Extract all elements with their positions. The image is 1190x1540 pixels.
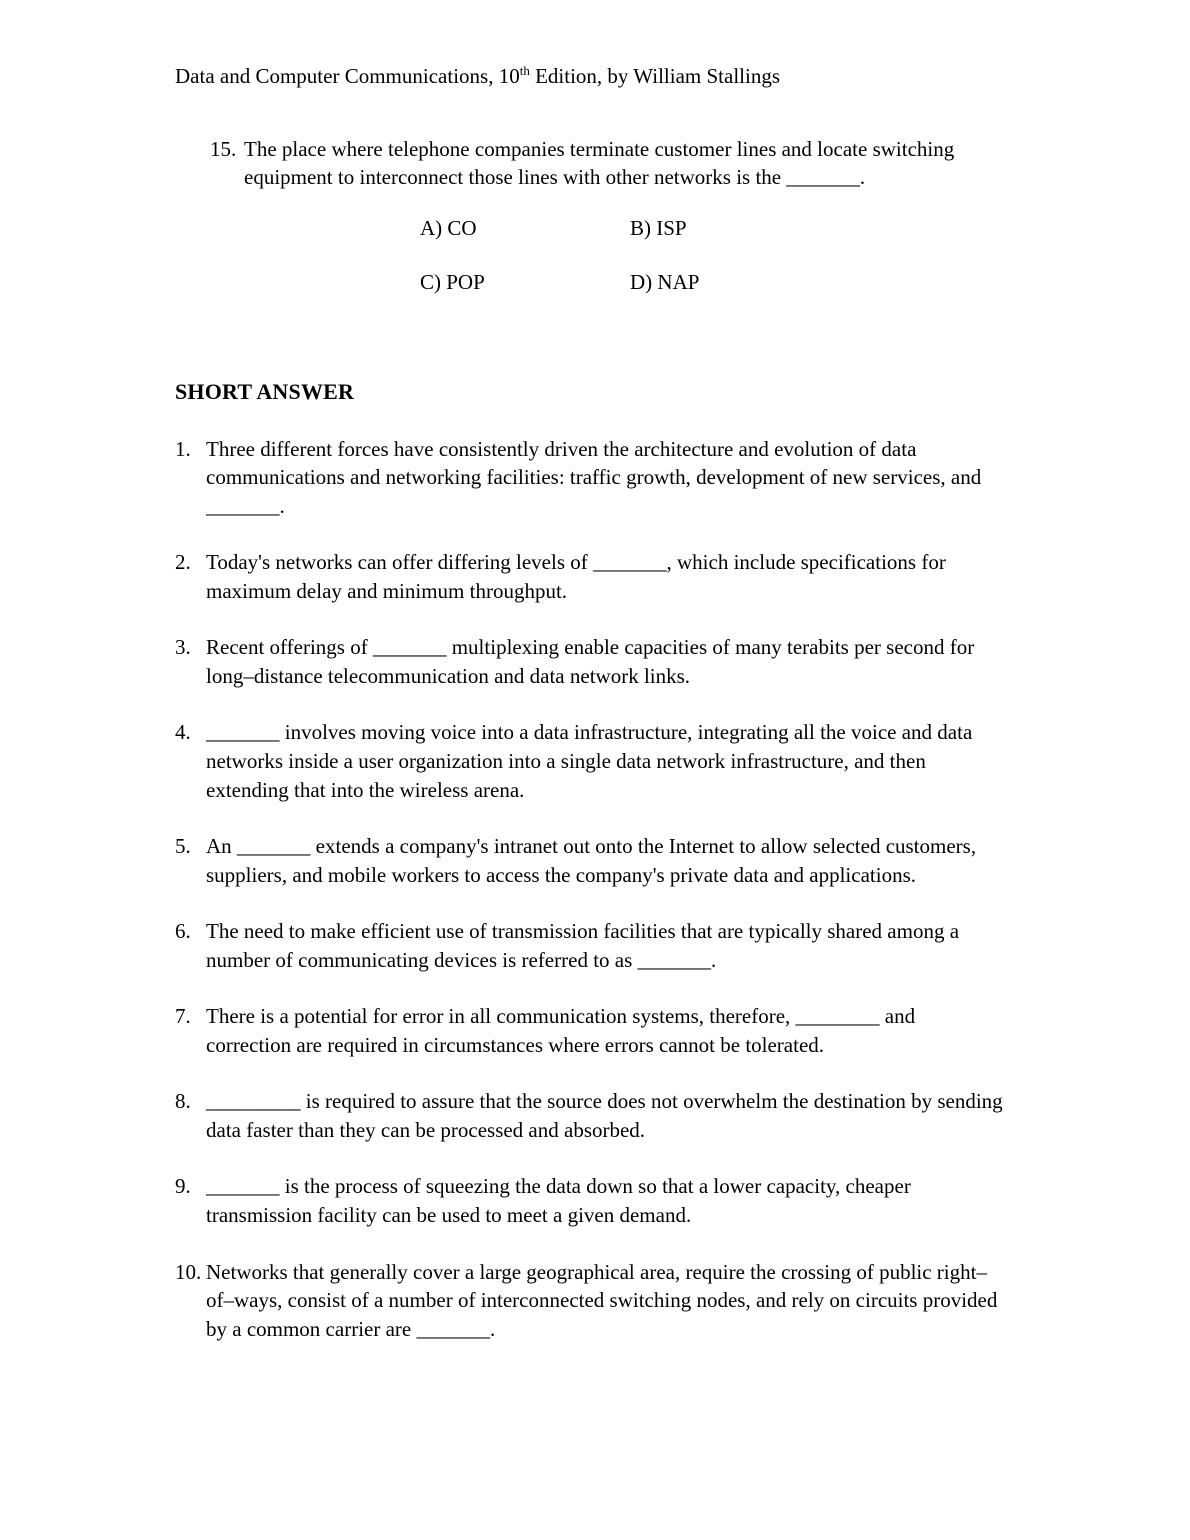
short-answer-question-3: [175, 633, 1005, 690]
section-heading-short-answer: SHORT ANSWER: [175, 378, 355, 404]
question-number: 9.: [175, 1174, 191, 1199]
question-text: _______ involves moving voice into a data infrastructure, integrating all the voice and data networks inside a user organization into a single data network infrastructure, and then extending that into the wireless arena.: [206, 720, 973, 802]
short-answer-question-8: [175, 1087, 1005, 1144]
question-number: 15.: [210, 136, 237, 161]
short-answer-question-6: [175, 917, 1005, 974]
question-text: Three different forces have consistently driven the architecture and evolution of data communications and networking facilities: traffic growth, development of new services, and _______.: [206, 436, 982, 518]
option-d: D) NAP: [630, 270, 700, 295]
question-number: 5.: [175, 834, 191, 859]
question-number: 2.: [175, 550, 191, 575]
question-text: _________ is required to assure that the source does not overwhelm the destination by sending data faster than they can be processed and absorbed.: [206, 1089, 1003, 1142]
question-number: 3.: [175, 635, 191, 660]
document-header: [175, 62, 1005, 91]
short-answer-question-4: [175, 718, 1005, 804]
question-number: 6.: [175, 919, 191, 944]
header-title-superscript: th: [519, 63, 530, 78]
question-text: There is a potential for error in all communication systems, therefore, ________ and correction are required in circumstances where errors cannot be tolerated.: [206, 1004, 916, 1057]
short-answer-question-10: [175, 1258, 1005, 1344]
question-text: The place where telephone companies terminate customer lines and locate switching equipment to interconnect those lines with other networks is the _______.: [244, 136, 955, 190]
question-number: 8.: [175, 1089, 191, 1114]
option-a: A) CO: [420, 215, 477, 240]
question-number: 10.: [175, 1259, 202, 1284]
answer-options: [420, 214, 1005, 297]
short-answer-list: [175, 435, 1005, 1344]
short-answer-question-1: [175, 435, 1005, 521]
question-text: Recent offerings of _______ multiplexing enable capacities of many terabits per second for long–distance telecommunication and data network links.: [206, 635, 975, 688]
short-answer-question-5: [175, 832, 1005, 889]
option-c: C) POP: [420, 270, 485, 295]
header-title-rest: Edition, by William Stallings: [529, 64, 781, 88]
question-text: An _______ extends a company's intranet out onto the Internet to allow selected customers, suppliers, and mobile workers to access the company's private data and applications.: [206, 834, 977, 887]
header-title: Data and Computer Communications, 10: [175, 64, 520, 88]
question-number: 4.: [175, 720, 191, 745]
option-b: B) ISP: [630, 215, 687, 240]
short-answer-question-7: [175, 1002, 1005, 1059]
question-number: 7.: [175, 1004, 191, 1029]
short-answer-question-2: [175, 548, 1005, 605]
question-text: Networks that generally cover a large geographical area, require the crossing of public right–of–ways, consist of a number of interconnected switching nodes, and rely on circuits provided by a common carrier are _______.: [206, 1259, 998, 1341]
question-text: The need to make efficient use of transmission facilities that are typically shared among a number of communicating devices is referred to as _______.: [206, 919, 960, 972]
question-number: 1.: [175, 436, 191, 461]
question-text: Today's networks can offer differing levels of _______, which include specifications for maximum delay and minimum throughput.: [206, 550, 946, 603]
multiple-choice-question-15: [210, 135, 1005, 192]
question-text: _______ is the process of squeezing the data down so that a lower capacity, cheaper transmission facility can be used to meet a given demand.: [206, 1174, 911, 1228]
short-answer-question-9: [175, 1172, 1005, 1229]
